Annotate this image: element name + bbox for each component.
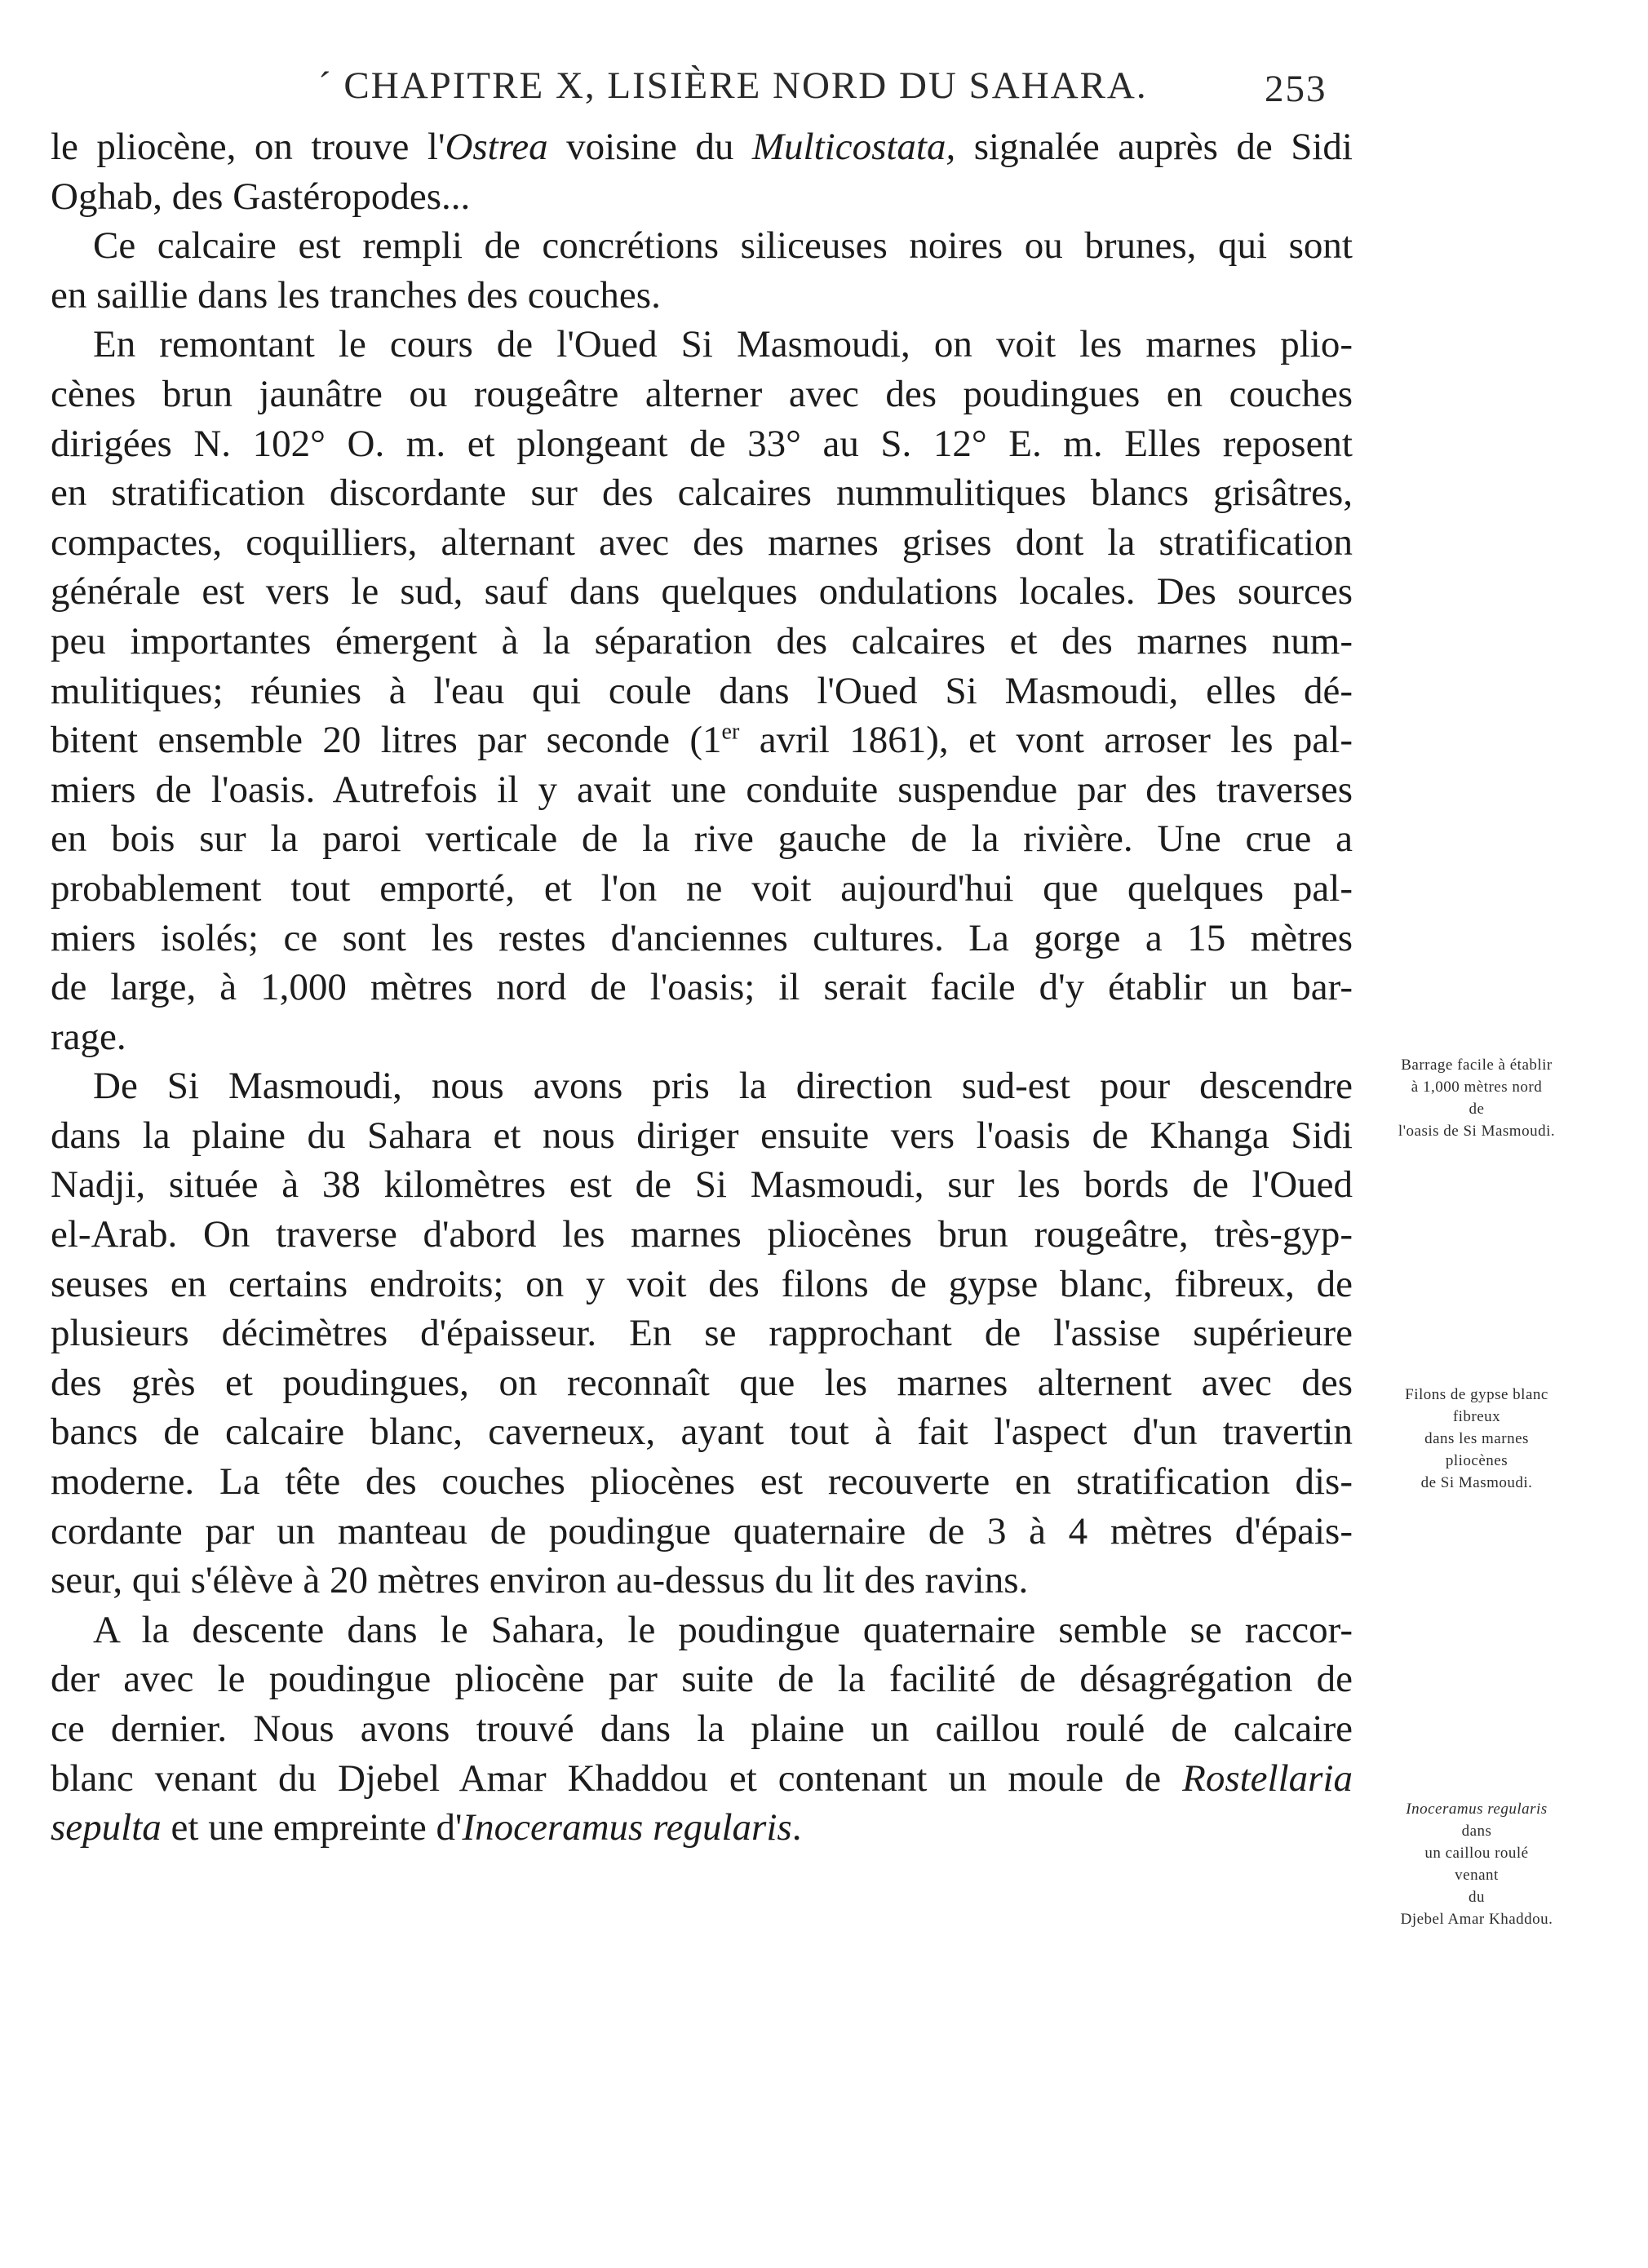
text-line: en saillie dans les tranches des couches. (51, 273, 661, 317)
margin-note-line: de (1469, 1101, 1485, 1118)
text-line: bitent ensemble 20 litres par seconde (1er avril 1861), et vont arroser les pal- (51, 719, 1353, 762)
margin-note-line: du (1469, 1889, 1485, 1906)
text-line: rage. (51, 1015, 126, 1058)
text-line: peu importantes émergent à la séparation des calcaires et des marnes num- (51, 619, 1353, 662)
text-line: bancs de calcaire blanc, caverneux, ayant tout à fait l'aspect d'un travertin (51, 1411, 1353, 1454)
text-line: cordante par un manteau de poudingue quaternaire de 3 à 4 mètres d'épais- (51, 1509, 1353, 1553)
text-line: Oghab, des Gastéropodes... (51, 175, 471, 218)
text-line: ce dernier. Nous avons trouvé dans la plaine un caillou roulé de calcaire (51, 1708, 1353, 1750)
text-line: miers isolés; ce sont les restes d'anciennes cultures. La gorge a 15 mètres (51, 916, 1353, 959)
text-line: seur, qui s'élève à 20 mètres environ au-dessus du lit des ravins. (51, 1559, 1029, 1602)
margin-note-line: à 1,000 mètres nord (1411, 1079, 1543, 1096)
text-line: der avec le poudingue pliocène par suite de la facilité de désagrégation de (51, 1658, 1353, 1701)
text-line: compactes, coquilliers, alternant avec des marnes grises dont la stratification (51, 520, 1353, 564)
main-text (51, 122, 1353, 1853)
page-number: 253 (1265, 68, 1327, 110)
text-line: Nadji, située à 38 kilomètres est de Si Masmoudi, sur les bords de l'Oued (51, 1163, 1353, 1207)
margin-note-line: Inoceramus regularis (1406, 1801, 1548, 1818)
text-line: des grès et poudingues, on reconnaît que les marnes alternent avec des (51, 1361, 1353, 1404)
text-line: générale est vers le sud, sauf dans quelques ondulations locales. Des sources (51, 570, 1353, 614)
margin-note-line: Djebel Amar Khaddou. (1400, 1911, 1553, 1928)
margin-note-line: fibreux (1452, 1408, 1501, 1425)
text-line: moderne. La tête des couches pliocènes est recouverte en stratification dis- (51, 1460, 1353, 1504)
text-line: blanc venant du Djebel Amar Khaddou et contenant un moule de Rostellaria (51, 1756, 1353, 1800)
margin-note-line: dans (1461, 1823, 1492, 1840)
text-line: en stratification discordante sur des calcaires nummulitiques blancs grisâtres, (51, 472, 1353, 515)
text-line: En remontant le cours de l'Oued Si Masmoudi, on voit les marnes plio- (93, 323, 1353, 366)
text-line: A la descente dans le Sahara, le poudingue quaternaire semble se raccor- (93, 1608, 1353, 1651)
text-line: cènes brun jaunâtre ou rougeâtre alterner avec des poudingues en couches (51, 372, 1353, 415)
text-line: sepulta et une empreinte d'Inoceramus regularis. (51, 1806, 802, 1849)
text-line: en bois sur la paroi verticale de la rive gauche de la rivière. Une crue a (51, 817, 1353, 861)
margin-note-line: venant (1455, 1867, 1499, 1884)
text-line: le pliocène, on trouve l'Ostrea voisine du Multicostata, signalée auprès de Sidi (51, 126, 1353, 168)
text-line: dans la plaine du Sahara et nous diriger ensuite vers l'oasis de Khanga Sidi (51, 1114, 1353, 1157)
running-header (49, 64, 1354, 121)
text-line: De Si Masmoudi, nous avons pris la direction sud-est pour descendre (93, 1065, 1353, 1108)
margin-note-line: pliocènes (1445, 1452, 1508, 1469)
margin-note-line: Filons de gypse blanc (1405, 1386, 1548, 1403)
margin-note-inoceramus (1338, 1798, 1615, 1930)
text-line: probablement tout emporté, et l'on ne voit aujourd'hui que quelques pal- (51, 866, 1353, 910)
text-line: de large, à 1,000 mètres nord de l'oasis; il serait facile d'y établir un bar- (51, 966, 1353, 1009)
text-line: dirigées N. 102° O. m. et plongeant de 33° au S. 12° E. m. Elles reposent (51, 422, 1353, 465)
margin-note-line: un caillou roulé (1424, 1845, 1529, 1862)
margin-note-barrage (1338, 1054, 1615, 1142)
text-line: plusieurs décimètres d'épaisseur. En se rapprochant de l'assise supérieure (51, 1312, 1353, 1355)
text-line: Ce calcaire est rempli de concrétions siliceuses noires ou brunes, qui sont (93, 224, 1353, 268)
text-line: mulitiques; réunies à l'eau qui coule dans l'Oued Si Masmoudi, elles dé- (51, 669, 1353, 712)
margin-note-line: de Si Masmoudi. (1420, 1474, 1533, 1491)
margin-note-line: l'oasis de Si Masmoudi. (1398, 1123, 1556, 1140)
text-line: seuses en certains endroits; on y voit des filons de gypse blanc, fibreux, de (51, 1262, 1353, 1305)
margin-note-filons (1338, 1384, 1615, 1494)
margin-note-line: dans les marnes (1424, 1430, 1529, 1447)
text-line: miers de l'oasis. Autrefois il y avait une conduite suspendue par des traverses (51, 768, 1353, 811)
text-line: el-Arab. On traverse d'abord les marnes pliocènes brun rougeâtre, très-gyp- (51, 1213, 1353, 1256)
margin-note-line: Barrage facile à établir (1401, 1056, 1553, 1074)
chapter-title: ´ CHAPITRE X, LISIÈRE NORD DU SAHARA. (318, 64, 1148, 107)
